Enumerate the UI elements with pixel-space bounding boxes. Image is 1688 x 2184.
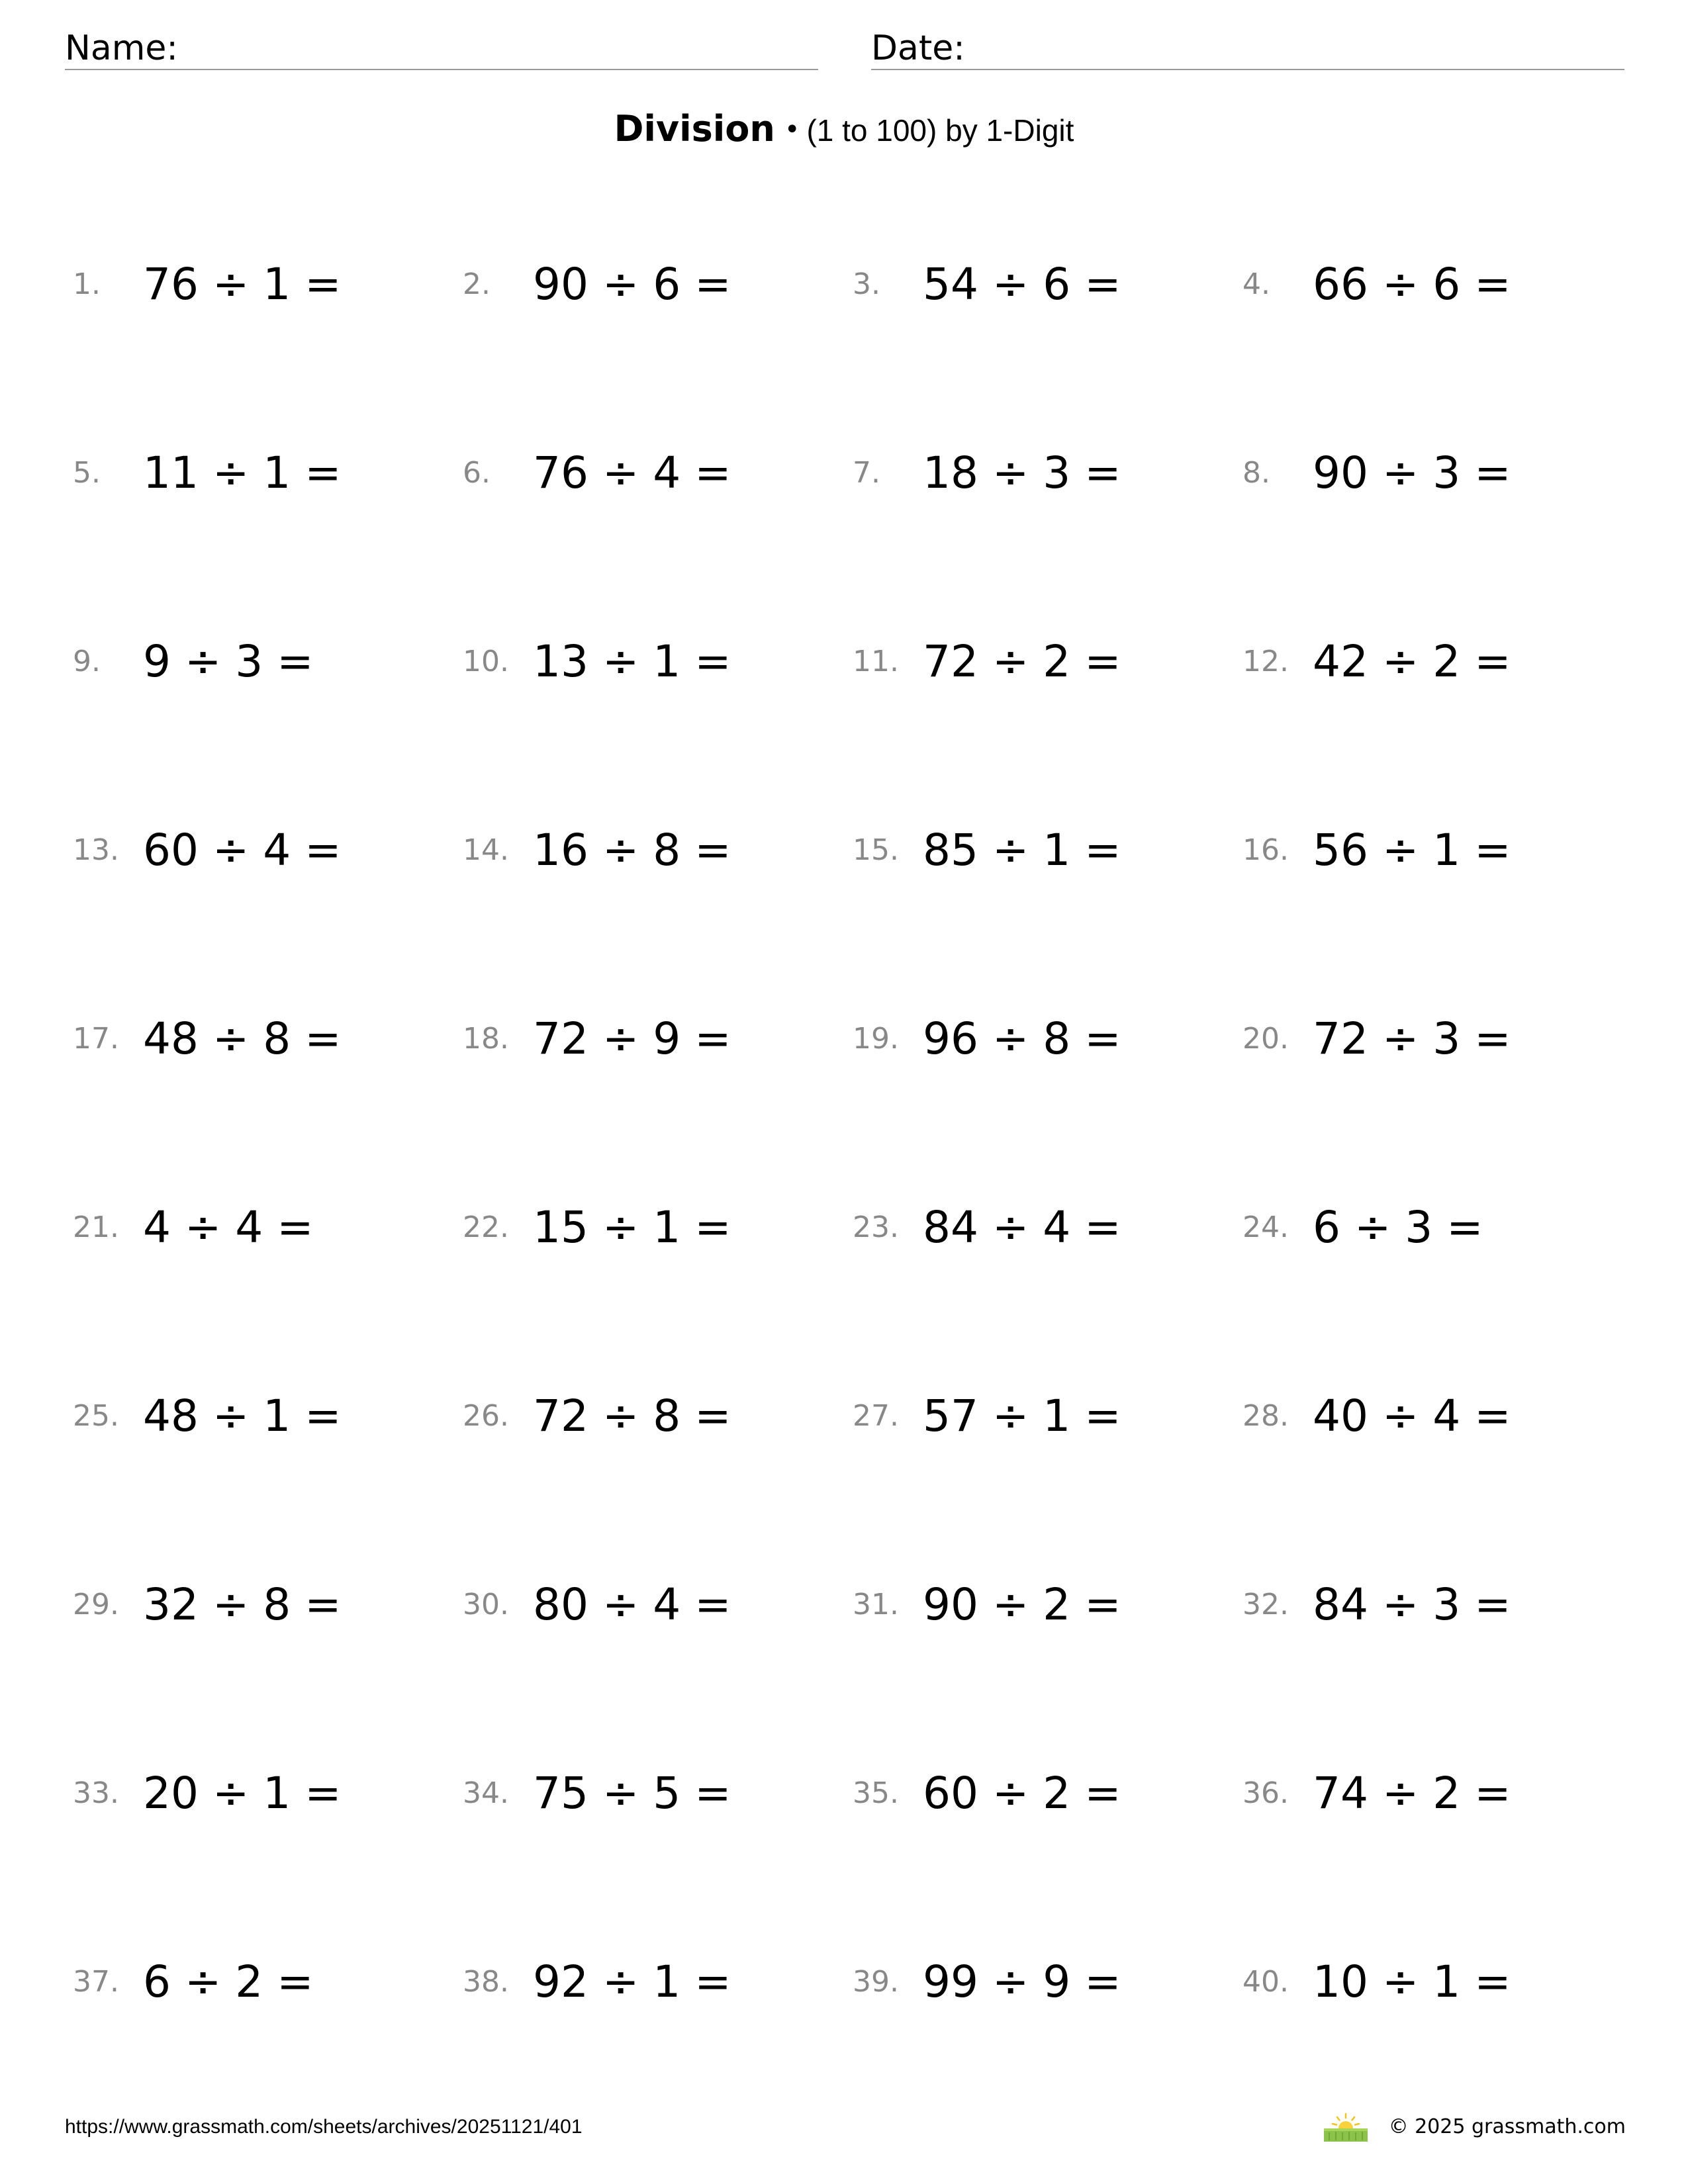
problem-number: 28.	[1243, 1399, 1289, 1433]
problem-item	[853, 1942, 1237, 2022]
problem-item	[853, 1565, 1237, 1645]
problem-expression: 90 ÷ 6 =	[533, 259, 731, 310]
problem-item	[463, 245, 847, 324]
problem-expression: 15 ÷ 1 =	[533, 1202, 731, 1253]
problem-expression: 80 ÷ 4 =	[533, 1579, 731, 1630]
problem-number: 16.	[1243, 833, 1289, 867]
problem-number: 9.	[73, 645, 101, 678]
problem-expression: 85 ÷ 1 =	[923, 825, 1121, 876]
problem-row	[73, 1565, 1628, 1645]
problem-expression: 72 ÷ 8 =	[533, 1390, 731, 1441]
problem-expression: 18 ÷ 3 =	[923, 447, 1121, 498]
problem-number: 37.	[73, 1965, 119, 1999]
problem-expression: 57 ÷ 1 =	[923, 1390, 1121, 1441]
problem-number: 20.	[1243, 1022, 1289, 1056]
problem-item	[853, 245, 1237, 324]
problem-item	[463, 1377, 847, 1456]
footer-copyright: © 2025 grassmath.com	[1388, 2115, 1626, 2138]
problem-row	[73, 999, 1628, 1079]
problem-expression: 32 ÷ 8 =	[143, 1579, 342, 1630]
problem-item	[1243, 1377, 1626, 1456]
problem-number: 14.	[463, 833, 509, 867]
problem-number: 15.	[853, 833, 899, 867]
problem-expression: 92 ÷ 1 =	[533, 1956, 731, 2007]
name-field[interactable]	[65, 26, 818, 70]
problem-expression: 13 ÷ 1 =	[533, 636, 731, 687]
problem-expression: 84 ÷ 3 =	[1313, 1579, 1511, 1630]
problem-item	[1243, 433, 1626, 513]
problem-expression: 76 ÷ 4 =	[533, 447, 731, 498]
problem-item	[1243, 811, 1626, 890]
problem-number: 21.	[73, 1210, 119, 1244]
problem-row	[73, 1942, 1628, 2022]
problem-expression: 16 ÷ 8 =	[533, 825, 731, 876]
problem-item	[853, 622, 1237, 702]
problem-expression: 48 ÷ 8 =	[143, 1013, 342, 1064]
problem-number: 17.	[73, 1022, 119, 1056]
problem-item	[853, 1754, 1237, 1833]
problem-expression: 84 ÷ 4 =	[923, 1202, 1121, 1253]
problem-expression: 9 ÷ 3 =	[143, 636, 314, 687]
problem-number: 30.	[463, 1588, 509, 1621]
problem-number: 26.	[463, 1399, 509, 1433]
problem-item	[73, 1754, 457, 1833]
problem-expression: 4 ÷ 4 =	[143, 1202, 314, 1253]
problem-item	[463, 1942, 847, 2022]
problem-expression: 90 ÷ 3 =	[1313, 447, 1511, 498]
problem-item	[463, 999, 847, 1079]
problem-number: 2.	[463, 267, 491, 301]
problem-expression: 60 ÷ 2 =	[923, 1768, 1121, 1819]
problem-number: 39.	[853, 1965, 899, 1999]
problem-number: 36.	[1243, 1776, 1289, 1810]
problem-item	[73, 1188, 457, 1267]
problem-item	[463, 1754, 847, 1833]
problem-number: 5.	[73, 456, 101, 490]
problem-number: 40.	[1243, 1965, 1289, 1999]
problem-item	[1243, 245, 1626, 324]
problem-item	[1243, 1942, 1626, 2022]
problem-item	[1243, 1565, 1626, 1645]
problem-expression: 10 ÷ 1 =	[1313, 1956, 1511, 2007]
problem-item	[853, 433, 1237, 513]
problem-expression: 75 ÷ 5 =	[533, 1768, 731, 1819]
problem-number: 27.	[853, 1399, 899, 1433]
problem-number: 35.	[853, 1776, 899, 1810]
problem-expression: 54 ÷ 6 =	[923, 259, 1121, 310]
problem-item	[1243, 1754, 1626, 1833]
title-separator: •	[784, 114, 800, 145]
problem-number: 38.	[463, 1965, 509, 1999]
problem-number: 13.	[73, 833, 119, 867]
problem-item	[73, 1565, 457, 1645]
problem-item	[853, 811, 1237, 890]
problem-item	[853, 1377, 1237, 1456]
problem-number: 4.	[1243, 267, 1270, 301]
title-subtitle: (1 to 100) by 1-Digit	[806, 113, 1074, 148]
problem-expression: 11 ÷ 1 =	[143, 447, 342, 498]
problem-item	[463, 1565, 847, 1645]
problem-number: 8.	[1243, 456, 1270, 490]
problem-expression: 6 ÷ 3 =	[1313, 1202, 1483, 1253]
problem-expression: 99 ÷ 9 =	[923, 1956, 1121, 2007]
footer-right	[1323, 2113, 1626, 2142]
problem-item	[1243, 999, 1626, 1079]
problem-number: 24.	[1243, 1210, 1289, 1244]
problem-item	[73, 1942, 457, 2022]
problem-item	[463, 1188, 847, 1267]
problem-item	[463, 811, 847, 890]
problem-number: 22.	[463, 1210, 509, 1244]
problem-expression: 42 ÷ 2 =	[1313, 636, 1511, 687]
problem-item	[463, 433, 847, 513]
problem-item	[73, 1377, 457, 1456]
problem-number: 12.	[1243, 645, 1289, 678]
problem-number: 29.	[73, 1588, 119, 1621]
problem-row	[73, 245, 1628, 324]
problem-number: 1.	[73, 267, 101, 301]
name-label: Name:	[65, 28, 178, 68]
problem-item	[853, 999, 1237, 1079]
problem-expression: 72 ÷ 2 =	[923, 636, 1121, 687]
problem-expression: 72 ÷ 3 =	[1313, 1013, 1511, 1064]
problem-number: 34.	[463, 1776, 509, 1810]
problem-number: 19.	[853, 1022, 899, 1056]
problem-item	[73, 811, 457, 890]
problem-row	[73, 622, 1628, 702]
problem-expression: 6 ÷ 2 =	[143, 1956, 314, 2007]
problem-number: 33.	[73, 1776, 119, 1810]
problem-number: 32.	[1243, 1588, 1289, 1621]
problem-expression: 74 ÷ 2 =	[1313, 1768, 1511, 1819]
problem-number: 11.	[853, 645, 899, 678]
problem-number: 23.	[853, 1210, 899, 1244]
date-label: Date:	[871, 28, 965, 68]
problem-number: 6.	[463, 456, 491, 490]
grass-sun-logo-icon	[1323, 2113, 1369, 2142]
problem-expression: 76 ÷ 1 =	[143, 259, 342, 310]
problem-expression: 48 ÷ 1 =	[143, 1390, 342, 1441]
problem-expression: 60 ÷ 4 =	[143, 825, 342, 876]
footer-url: https://www.grassmath.com/sheets/archives/20251121/401	[65, 2116, 583, 2138]
problem-item	[1243, 622, 1626, 702]
problem-expression: 66 ÷ 6 =	[1313, 259, 1511, 310]
problem-number: 3.	[853, 267, 880, 301]
problem-row	[73, 433, 1628, 513]
problem-row	[73, 1188, 1628, 1267]
problem-expression: 40 ÷ 4 =	[1313, 1390, 1511, 1441]
problem-row	[73, 811, 1628, 890]
problem-expression: 96 ÷ 8 =	[923, 1013, 1121, 1064]
problem-expression: 72 ÷ 9 =	[533, 1013, 731, 1064]
problem-expression: 90 ÷ 2 =	[923, 1579, 1121, 1630]
problem-number: 10.	[463, 645, 509, 678]
problem-number: 18.	[463, 1022, 509, 1056]
header	[65, 26, 1624, 73]
problem-grid	[73, 245, 1628, 2131]
problem-item	[73, 622, 457, 702]
worksheet-title	[0, 106, 1688, 154]
problem-row	[73, 1754, 1628, 1833]
problem-item	[73, 999, 457, 1079]
problem-row	[73, 1377, 1628, 1456]
problem-expression: 20 ÷ 1 =	[143, 1768, 342, 1819]
problem-item	[73, 245, 457, 324]
problem-item	[1243, 1188, 1626, 1267]
problem-number: 31.	[853, 1588, 899, 1621]
problem-number: 7.	[853, 456, 880, 490]
problem-item	[73, 433, 457, 513]
problem-item	[463, 622, 847, 702]
problem-expression: 56 ÷ 1 =	[1313, 825, 1511, 876]
date-field[interactable]	[871, 26, 1624, 70]
problem-item	[853, 1188, 1237, 1267]
problem-number: 25.	[73, 1399, 119, 1433]
title-main: Division	[614, 108, 775, 150]
